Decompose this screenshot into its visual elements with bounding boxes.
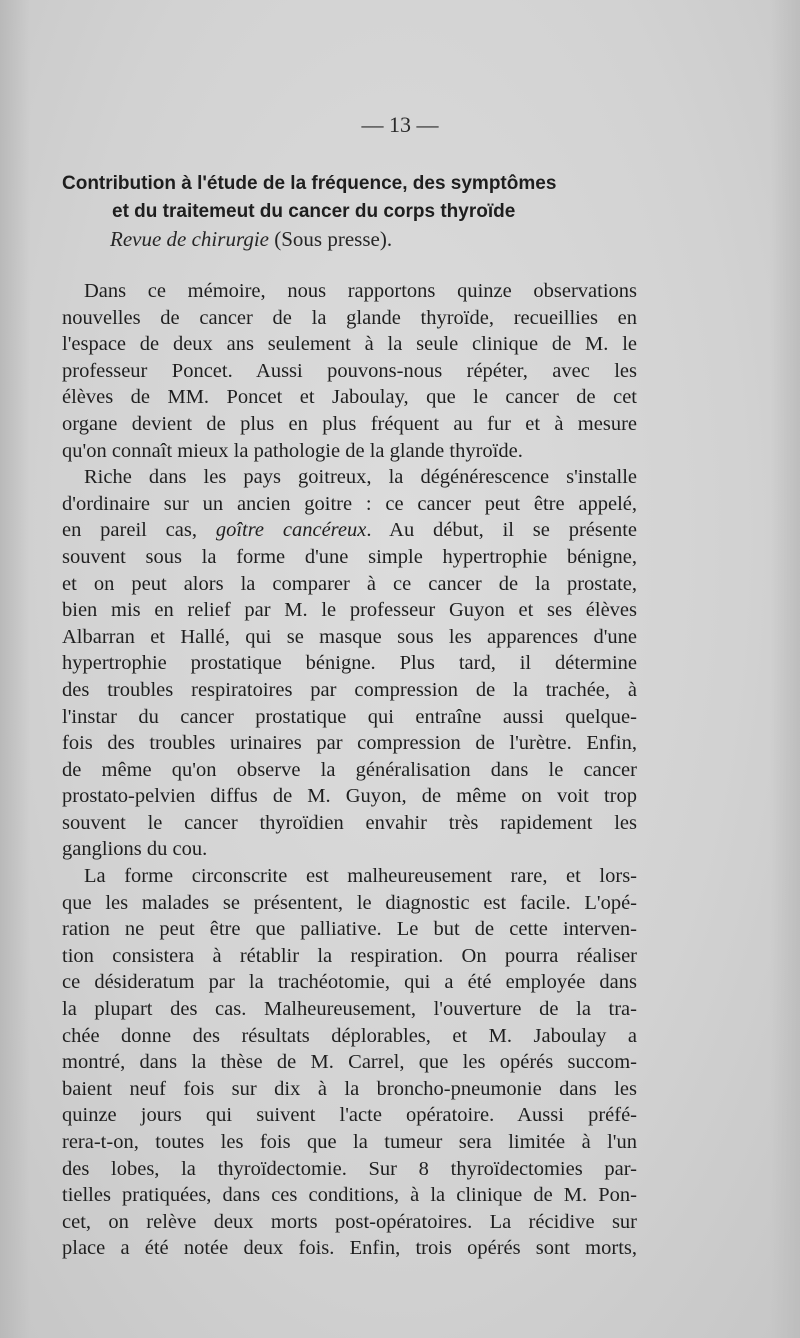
- body-line: tielles pratiquées, dans ces conditions, à la clinique de M. Pon-: [62, 1184, 637, 1207]
- page-edge-shadow-left: [0, 0, 30, 1338]
- body-line: que les malades se présentent, le diagnostic est facile. L'opé-: [62, 891, 637, 914]
- body-line: hypertrophie prostatique bénigne. Plus tard, il détermine: [62, 652, 637, 675]
- page-edge-shadow-right: [770, 0, 800, 1338]
- body-line: montré, dans la thèse de M. Carrel, que les opérés succom-: [62, 1051, 637, 1074]
- body-line: quinze jours qui suivent l'acte opératoire. Aussi préfé-: [62, 1104, 637, 1127]
- body-line: la plupart des cas. Malheureusement, l'ouverture de la tra-: [62, 998, 637, 1021]
- body-line: professeur Poncet. Aussi pouvons-nous répéter, avec les: [62, 359, 637, 382]
- body-line: place a été notée deux fois. Enfin, trois opérés sont morts,: [62, 1237, 637, 1260]
- publication-status: (Sous presse).: [274, 227, 393, 251]
- body-line: Albarran et Hallé, qui se masque sous les apparences d'une: [62, 625, 637, 648]
- page-number: — 13 —: [361, 112, 439, 137]
- article-title: [62, 170, 642, 226]
- article-title-line-2: et du traitemeut du cancer du corps thyroïde: [112, 201, 516, 222]
- article-title-line-1: Contribution à l'étude de la fréquence, des symptômes: [62, 173, 557, 194]
- body-line: qu'on connaît mieux la pathologie de la glande thyroïde.: [62, 439, 523, 462]
- body-line: baient neuf fois sur dix à la broncho-pneumonie dans les: [62, 1077, 637, 1100]
- body-line: des lobes, la thyroïdectomie. Sur 8 thyroïdectomies par-: [62, 1157, 637, 1180]
- body-line: souvent le cancer thyroïdien envahir très rapidement les: [62, 811, 637, 834]
- body-line: Riche dans les pays goitreux, la dégénérescence s'installe: [84, 466, 637, 489]
- body-line: organe devient de plus en plus fréquent au fur et à mesure: [62, 412, 637, 435]
- body-line: souvent sous la forme d'une simple hypertrophie bénigne,: [62, 545, 637, 568]
- body-line: chée donne des résultats déplorables, et M. Jaboulay a: [62, 1024, 637, 1047]
- body-line: de même qu'on observe la généralisation dans le cancer: [62, 758, 637, 781]
- body-line: l'espace de deux ans seulement à la seule clinique de M. le: [62, 333, 637, 356]
- body-line: bien mis en relief par M. le professeur Guyon et ses élèves: [62, 599, 637, 622]
- body-line: prostato-pelvien diffus de M. Guyon, de même on voit trop: [62, 785, 637, 808]
- body-line: rera-t-on, toutes les fois que la tumeur sera limitée à l'un: [62, 1131, 637, 1153]
- body-line: nouvelles de cancer de la glande thyroïde, recueillies en: [62, 306, 637, 329]
- body-text: [62, 278, 637, 1262]
- body-line: cet, on relève deux morts post-opératoires. La récidive sur: [62, 1210, 637, 1233]
- body-line: fois des troubles urinaires par compression de l'urètre. Enfin,: [62, 732, 637, 755]
- body-line: ration ne peut être que palliative. Le but de cette interven-: [62, 918, 637, 941]
- body-line: en pareil cas, goître cancéreux. Au début, il se présente: [62, 519, 638, 542]
- body-line: élèves de MM. Poncet et Jaboulay, que le cancer de cet: [62, 386, 637, 409]
- body-line: ce désideratum par la trachéotomie, qui a été employée dans: [62, 971, 637, 994]
- body-line: d'ordinaire sur un ancien goitre : ce cancer peut être appelé,: [62, 492, 637, 515]
- italic-term: goître cancéreux: [215, 519, 367, 542]
- publication-source: [110, 227, 392, 252]
- body-line: ganglions du cou.: [62, 838, 208, 861]
- body-line: l'instar du cancer prostatique qui entraîne aussi quelque-: [62, 705, 637, 728]
- body-line: tion consistera à rétablir la respiration. On pourra réaliser: [62, 944, 637, 967]
- body-line: et on peut alors la comparer à ce cancer de la prostate,: [62, 572, 637, 595]
- journal-name: Revue de chirurgie: [110, 227, 269, 251]
- body-line: La forme circonscrite est malheureusement rare, et lors-: [84, 865, 637, 888]
- body-line: des troubles respiratoires par compression de la trachée, à: [62, 678, 637, 701]
- body-line: Dans ce mémoire, nous rapportons quinze observations: [84, 280, 637, 302]
